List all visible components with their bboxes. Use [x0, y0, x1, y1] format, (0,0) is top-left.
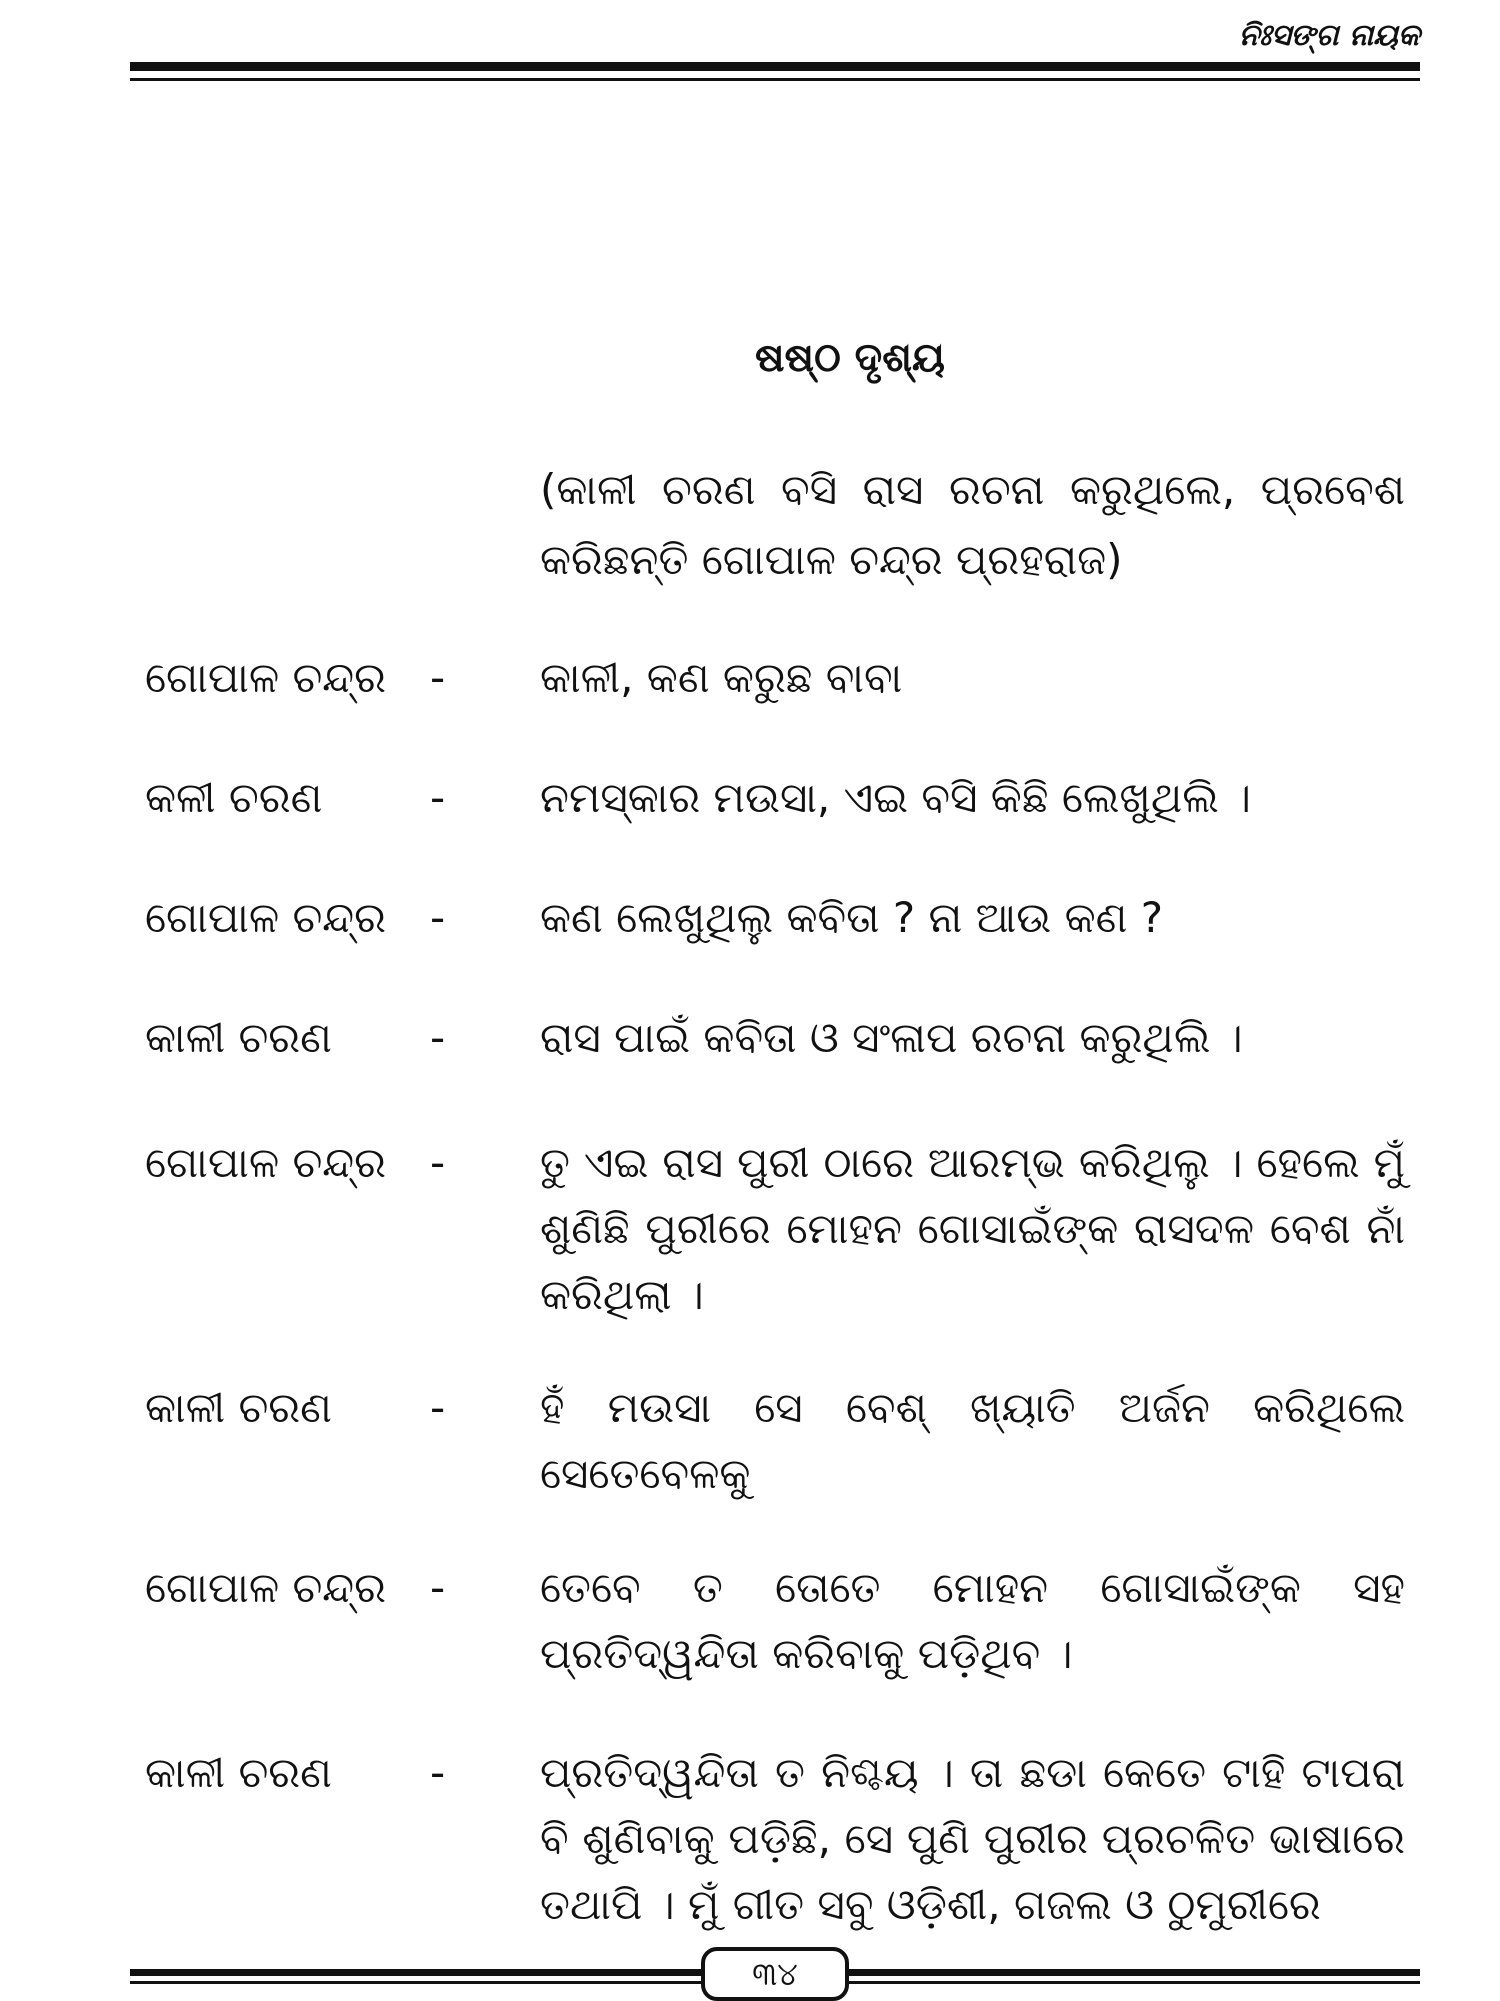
- speech-text: ତେବେ ତ ତୋତେ ମୋହନ ଗୋସାଇଁଙ୍କ ସହ ପ୍ରତିଦ୍ୱନ୍ଦିତା କରିବାକୁ ପଡ଼ିଥିବ ।: [540, 1563, 1405, 1678]
- speaker-dash: -: [430, 773, 446, 822]
- page-number: ୩୪: [701, 1947, 849, 2001]
- page-footer: [130, 1955, 1420, 1995]
- header-rule-thin: [130, 78, 1420, 81]
- speaker-dash: -: [430, 893, 446, 942]
- stage-direction: (କାଳୀ ଚରଣ ବସି ରାସ ରଚନା କରୁଥିଲେ, ପ୍ରବେଶ କରିଛନ୍ତି ଗୋପାଳ ଚନ୍ଦ୍ର ପ୍ରହରାଜ): [540, 465, 1405, 584]
- speaker-dash: -: [430, 1748, 446, 1797]
- speaker-name: ଗୋପାଳ ଚନ୍ଦ୍ର: [145, 1563, 386, 1612]
- speaker-name: କାଳୀ ଚରଣ: [145, 1383, 332, 1432]
- speech-text: ରାସ ପାଇଁ କବିତା ଓ ସଂଳାପ ରଚନା କରୁଥିଲି ।: [540, 1013, 1243, 1062]
- speaker-dash: -: [430, 1383, 446, 1432]
- speech-text: ନମସ୍କାର ମଉସା, ଏଇ ବସି କିଛି ଲେଖୁଥିଲି ।: [540, 773, 1252, 822]
- speaker-dash: -: [430, 1563, 446, 1612]
- running-header-title: ନିଃସଙ୍ଗ ନାୟକ: [1238, 18, 1420, 53]
- speaker-name: ଗୋପାଳ ଚନ୍ଦ୍ର: [145, 893, 386, 942]
- speaker-name: କାଳୀ ଚରଣ: [145, 1748, 332, 1797]
- scene-title: ଷଷ୍ଠ ଦୃଶ୍ୟ: [755, 335, 945, 381]
- speech-text: ପ୍ରତିଦ୍ୱନ୍ଦିତା ତ ନିଶ୍ଚୟ । ତା ଛଡା କେତେ ଟାହି ଟାପରା ବି ଶୁଣିବାକୁ ପଡ଼ିଛି, ସେ ପୁଣି ପୁରୀର ପ୍ରଚଳିତ ଭାଷାରେ ତଥାପି । ମୁଁ ଗୀତ ସବୁ ଓଡ଼ିଶୀ, ଗଜଲ ଓ ଠୁମୁରୀରେ: [540, 1748, 1405, 1929]
- speaker-dash: -: [430, 1138, 446, 1187]
- speaker-name: ଗୋପାଳ ଚନ୍ଦ୍ର: [145, 653, 386, 702]
- header-rule-thick: [130, 62, 1420, 71]
- speaker-name: କଳୀ ଚରଣ: [145, 773, 323, 822]
- speech-text: କାଳୀ, କଣ କରୁଛ ବାବା: [540, 653, 903, 702]
- speaker-name: କାଳୀ ଚରଣ: [145, 1013, 332, 1062]
- speaker-dash: -: [430, 653, 446, 702]
- speaker-dash: -: [430, 1013, 446, 1062]
- speech-text: ତୁ ଏଇ ରାସ ପୁରୀ ଠାରେ ଆରମ୍ଭ କରିଥିଲୁ । ହେଲେ ମୁଁ ଶୁଣିଛି ପୁରୀରେ ମୋହନ ଗୋସାଇଁଙ୍କ ରାସଦଳ ବେଶ ନାଁ କରିଥିଲା ।: [540, 1138, 1405, 1319]
- speaker-name: ଗୋପାଳ ଚନ୍ଦ୍ର: [145, 1138, 386, 1187]
- speech-text: ହଁ ମଉସା ସେ ବେଶ୍ ଖ୍ୟାତି ଅର୍ଜନ କରିଥିଲେ ସେତେବେଳକୁ: [540, 1383, 1405, 1498]
- speech-text: କଣ ଲେଖୁଥିଲୁ କବିତା ? ନା ଆଉ କଣ ?: [540, 893, 1164, 942]
